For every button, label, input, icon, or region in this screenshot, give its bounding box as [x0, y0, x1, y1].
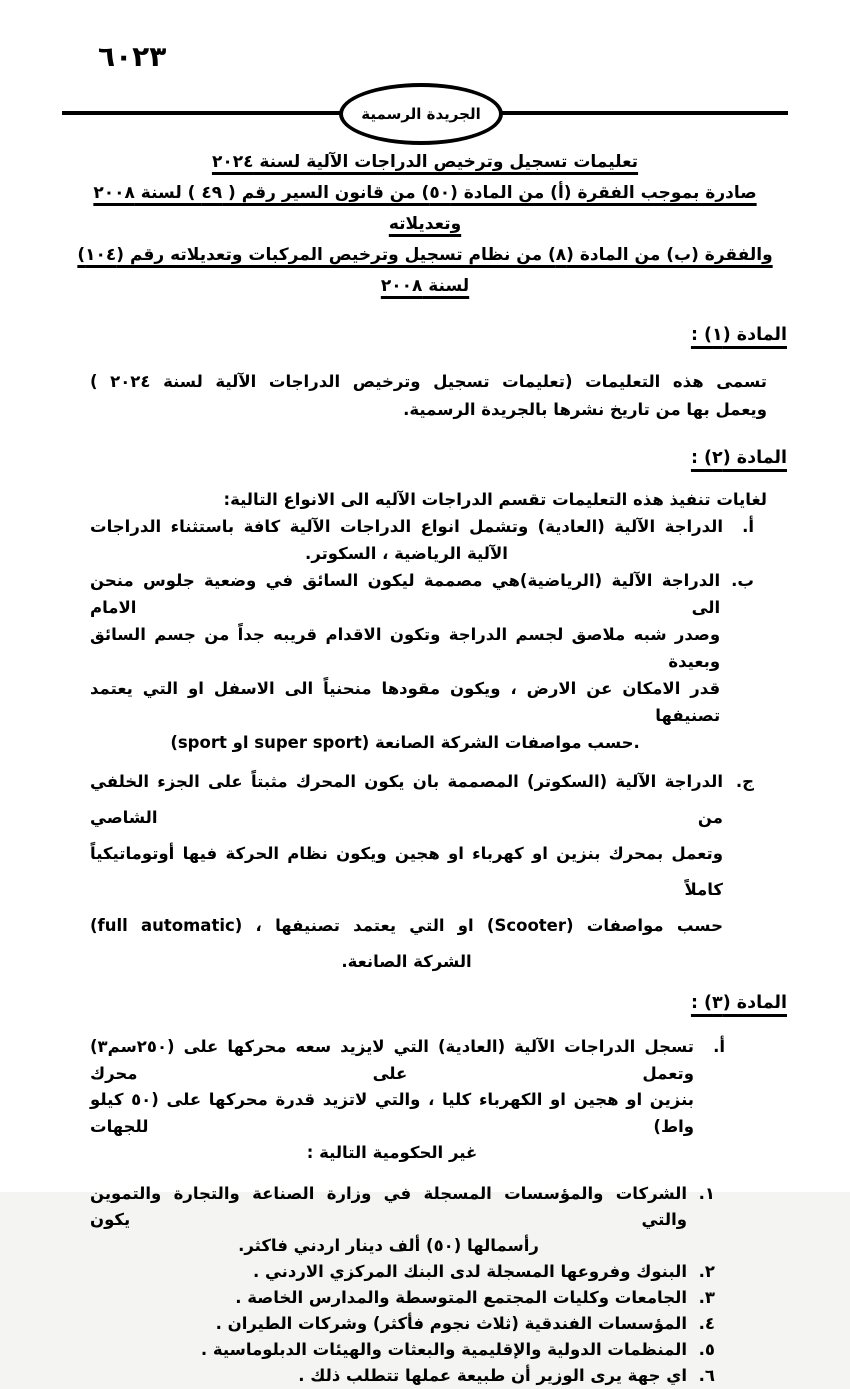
gazette-badge	[339, 83, 503, 145]
list-marker: ٢.	[698, 1261, 715, 1281]
text-line: غير الحكومية التالية :	[306, 1143, 478, 1162]
list-marker: ٦.	[698, 1365, 715, 1385]
article-2-item-b-text	[90, 567, 720, 756]
text-line: الآلية الرياضية ، السكوتر.	[305, 544, 508, 563]
document-title-block	[63, 147, 787, 302]
article-1-line: ويعمل بها من تاريخ نشرها بالجريدة الرسمية.	[403, 399, 767, 419]
text-line: قدر الامكان عن الارض ، ويكون مقودها منحنياً الى الاسفل او التي يعتمد تصنيفها	[90, 679, 721, 725]
page-number: ٦٠٢٣	[98, 40, 167, 73]
numbered-item-2	[90, 1259, 715, 1285]
article-2-item-j-text	[90, 764, 723, 980]
list-marker: ٥.	[698, 1339, 715, 1359]
numbered-item-4	[90, 1311, 715, 1337]
numbered-item-6-text	[90, 1363, 687, 1389]
numbered-item-3-text	[90, 1285, 687, 1311]
text-line: الدراجة الآلية (السكوتر) المصممة بان يكون المحرك مثبتاً على الجزء الخلفي من الشاصي	[90, 772, 723, 827]
gazette-badge-label: الجريدة الرسمية	[361, 105, 481, 123]
text-line: بنزين او هجين او الكهرباء كليا ، والتي لاتزيد قدرة محركها على (٥٠ كيلو واط) للجهات	[90, 1090, 695, 1136]
document-title-line-3: والفقرة (ب) من المادة (٨) من نظام تسجيل وترخيص المركبات وتعديلاته رقم (١٠٤) لسنة ٢٠٠٨	[77, 245, 773, 296]
document-title-line-1: تعليمات تسجيل وترخيص الدراجات الآلية لسنة ٢٠٢٤	[211, 152, 639, 172]
list-marker: ١.	[698, 1183, 715, 1203]
numbered-item-5	[90, 1337, 715, 1363]
article-2-item-j	[90, 764, 754, 980]
numbered-item-2-text	[90, 1259, 687, 1285]
text-line: رأسمالها (٥٠) ألف دينار اردني فاكثر.	[238, 1235, 539, 1255]
list-marker: ب.	[731, 571, 754, 590]
list-marker: ٣.	[698, 1287, 715, 1307]
article-2-item-a	[90, 513, 754, 567]
article-1-line: تسمى هذه التعليمات (تعليمات تسجيل وترخيص الدراجات الآلية لسنة ٢٠٢٤ )	[90, 372, 767, 391]
article-1-heading: المادة (١) :	[690, 325, 787, 345]
text-line: (full automatic) ، او التي يعتمد تصنيفها (Scooter) حسب مواصفات	[90, 916, 723, 935]
text-line: وتعمل بمحرك بنزين او كهرباء او هجين ويكون نظام الحركة فيها أوتوماتيكياً كاملاً	[90, 844, 723, 899]
document-title-line-2: صادرة بموجب الفقرة (أ) من المادة (٥٠) من قانون السير رقم ( ٤٩ ) لسنة ٢٠٠٨ وتعديلاته	[93, 183, 757, 234]
numbered-item-3	[90, 1285, 715, 1311]
list-marker: ٤.	[698, 1313, 715, 1333]
list-marker: أ.	[742, 517, 754, 536]
list-marker: ج.	[735, 772, 754, 791]
text-line: الدراجة الآلية (العادية) وتشمل انواع الدراجات الآلية كافة باستثناء الدراجات	[90, 517, 723, 536]
text-line: الشركة الصانعة.	[341, 952, 472, 971]
article-3-numbered-list	[90, 1181, 715, 1389]
article-2-item-b	[90, 567, 754, 756]
document-content	[63, 147, 787, 1389]
text-line: وصدر شبه ملاصق لجسم الدراجة وتكون الاقدام قريبه جداً من جسم السائق وبعيدة	[90, 625, 721, 671]
article-2-intro: لغايات تنفيذ هذه التعليمات تقسم الدراجات الآليه الى الانواع التالية:	[223, 490, 767, 509]
text-line: المنظمات الدولية والإقليمية والبعثات والهيئات الدبلوماسية .	[200, 1339, 687, 1359]
text-line: تسجل الدراجات الآلية (العادية) التي لايزيد سعه محركها على (٢٥٠سم٣) وتعمل على محرك	[90, 1037, 694, 1083]
text-line: المؤسسات الفندقية (ثلاث نجوم فأكثر) وشركات الطيران .	[215, 1313, 687, 1333]
article-2-heading: المادة (٢) :	[690, 448, 787, 468]
list-marker: أ.	[713, 1037, 725, 1056]
numbered-item-1-text	[90, 1181, 687, 1259]
numbered-item-6	[90, 1363, 715, 1389]
text-line: الشركات والمؤسسات المسجلة في وزارة الصناعة والتجارة والتموين والتي يكون	[90, 1183, 687, 1229]
text-line: اي جهة يرى الوزير أن طبيعة عملها تتطلب ذلك .	[298, 1365, 687, 1385]
article-3-heading: المادة (٣) :	[690, 993, 787, 1013]
numbered-item-5-text	[90, 1337, 687, 1363]
numbered-item-4-text	[90, 1311, 687, 1337]
numbered-item-1	[90, 1181, 715, 1259]
article-3-item-a	[90, 1034, 725, 1167]
text-line: الدراجة الآلية (الرياضية)هي مصممة ليكون السائق في وضعية جلوس منحن الى الامام	[90, 571, 721, 617]
article-1-body	[90, 368, 767, 423]
article-3-item-a-text	[90, 1034, 694, 1167]
text-line: الجامعات وكليات المجتمع المتوسطة والمدارس الخاصة .	[235, 1287, 687, 1307]
text-line: البنوك وفروعها المسجلة لدى البنك المركزي الاردني .	[252, 1261, 687, 1281]
text-line: (sport او super sport) حسب مواصفات الشركة الصانعة.	[170, 733, 640, 752]
article-2-item-a-text	[90, 513, 723, 567]
